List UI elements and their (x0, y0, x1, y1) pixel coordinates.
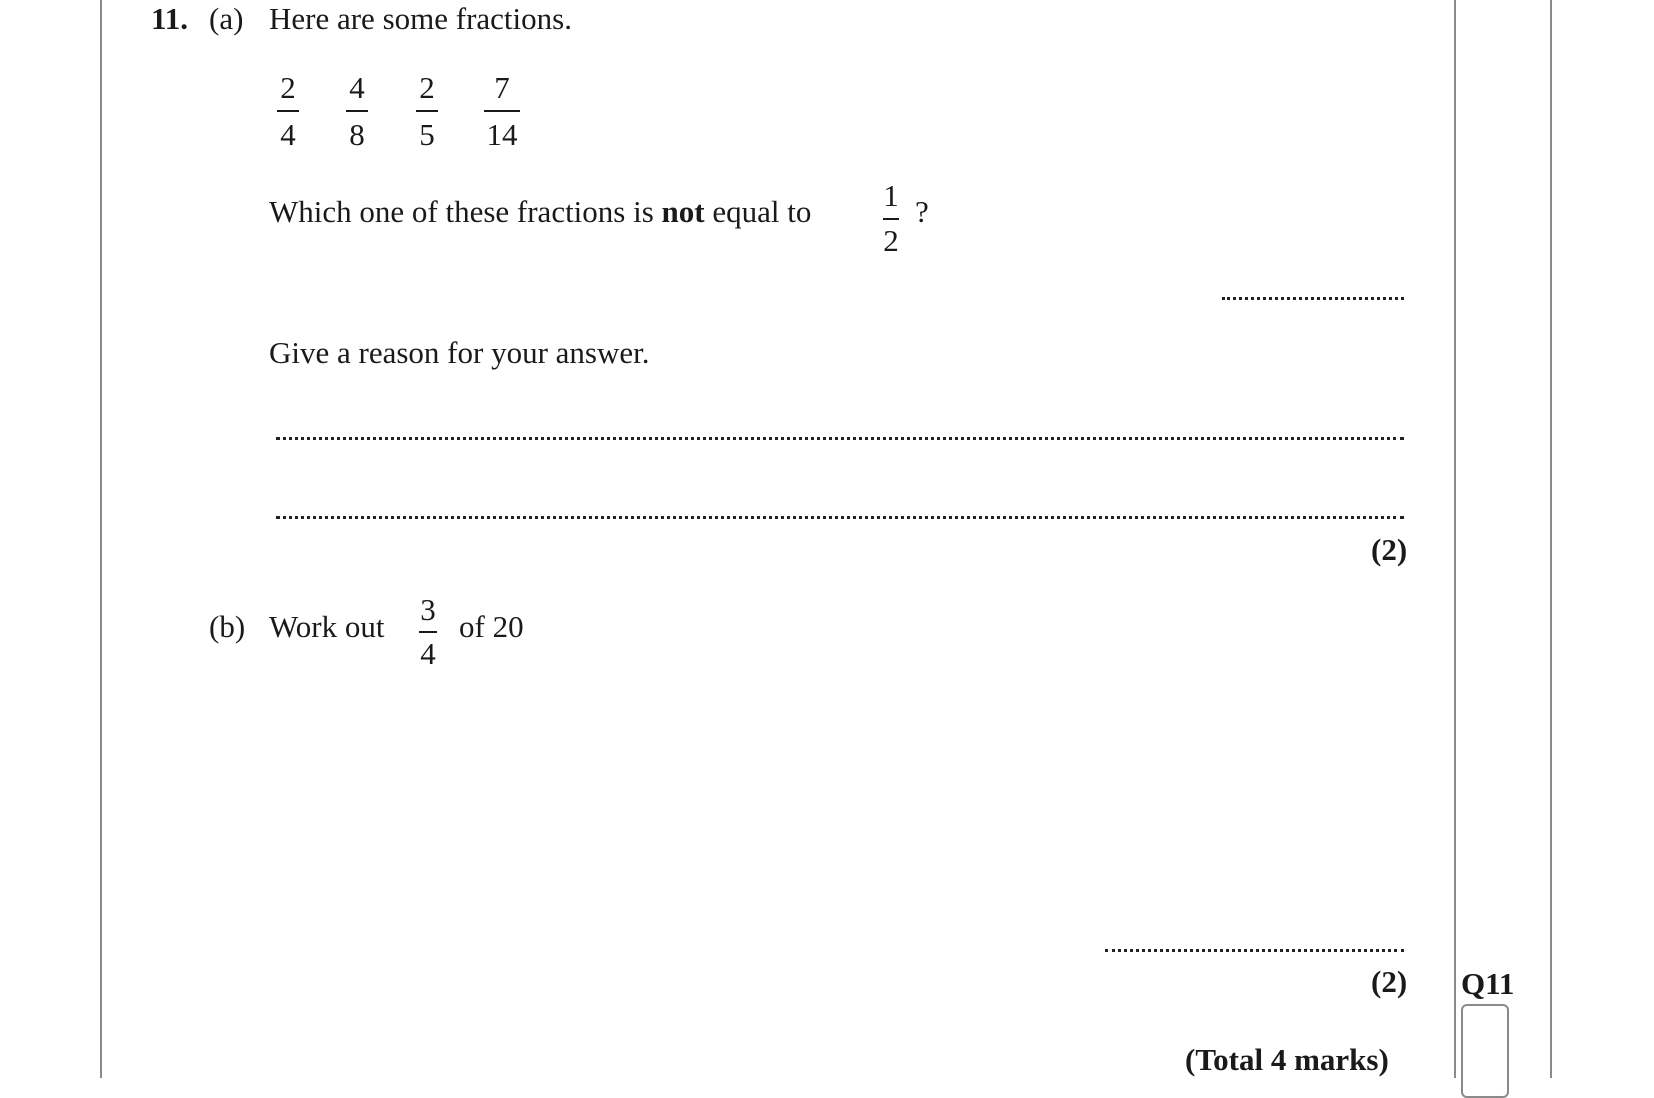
fraction-numerator: 4 (349, 70, 365, 105)
fraction-item (484, 72, 520, 150)
page-right-border (1454, 0, 1456, 1078)
fraction-bar (277, 110, 299, 112)
reason-prompt: Give a reason for your answer. (269, 335, 650, 370)
margin-question-label: Q11 (1461, 966, 1515, 1001)
answer-line[interactable] (1105, 949, 1404, 952)
part-b-label: (b) (209, 609, 246, 644)
answer-line[interactable] (1222, 297, 1404, 300)
fraction-denominator: 5 (419, 116, 435, 152)
prompt-emphasis: not (661, 194, 705, 229)
part-b-fraction (419, 594, 437, 669)
fraction-denominator: 2 (883, 222, 899, 258)
part-a-intro: Here are some fractions. (269, 1, 572, 36)
fraction-denominator: 14 (486, 116, 518, 152)
reason-line[interactable] (276, 437, 1404, 440)
fraction-item (416, 72, 438, 150)
part-b-prompt: Work out (269, 609, 385, 644)
part-a-label: (a) (209, 1, 244, 36)
fraction-bar (484, 110, 520, 112)
fraction-item (277, 72, 299, 150)
fraction-denominator: 4 (420, 635, 436, 671)
fraction-numerator: 7 (494, 70, 510, 105)
fraction-numerator: 2 (419, 70, 435, 105)
fraction-denominator: 4 (280, 116, 296, 152)
fraction-bar (346, 110, 368, 112)
fraction-bar (416, 110, 438, 112)
part-a-marks: (2) (1371, 532, 1408, 567)
prompt-text: Which one of these fractions is (269, 194, 654, 229)
fraction-item (346, 72, 368, 150)
margin-right-border (1550, 0, 1552, 1078)
question-number: 11. (151, 1, 189, 36)
fraction-numerator: 3 (420, 592, 436, 627)
prompt-text: equal to (712, 194, 812, 229)
fraction-bar (883, 218, 899, 220)
total-marks: (Total 4 marks) (1185, 1042, 1389, 1077)
reason-line[interactable] (276, 516, 1404, 519)
part-b-prompt-suffix: of 20 (459, 609, 524, 644)
part-a-prompt (269, 196, 811, 227)
page-left-border (100, 0, 102, 1078)
question-mark: ? (915, 194, 929, 229)
part-b-marks: (2) (1371, 964, 1408, 999)
fraction-numerator: 2 (280, 70, 296, 105)
target-fraction (883, 180, 899, 256)
fraction-numerator: 1 (883, 178, 899, 213)
fraction-denominator: 8 (349, 116, 365, 152)
examiner-mark-box[interactable] (1461, 1004, 1509, 1098)
fraction-bar (419, 631, 437, 633)
